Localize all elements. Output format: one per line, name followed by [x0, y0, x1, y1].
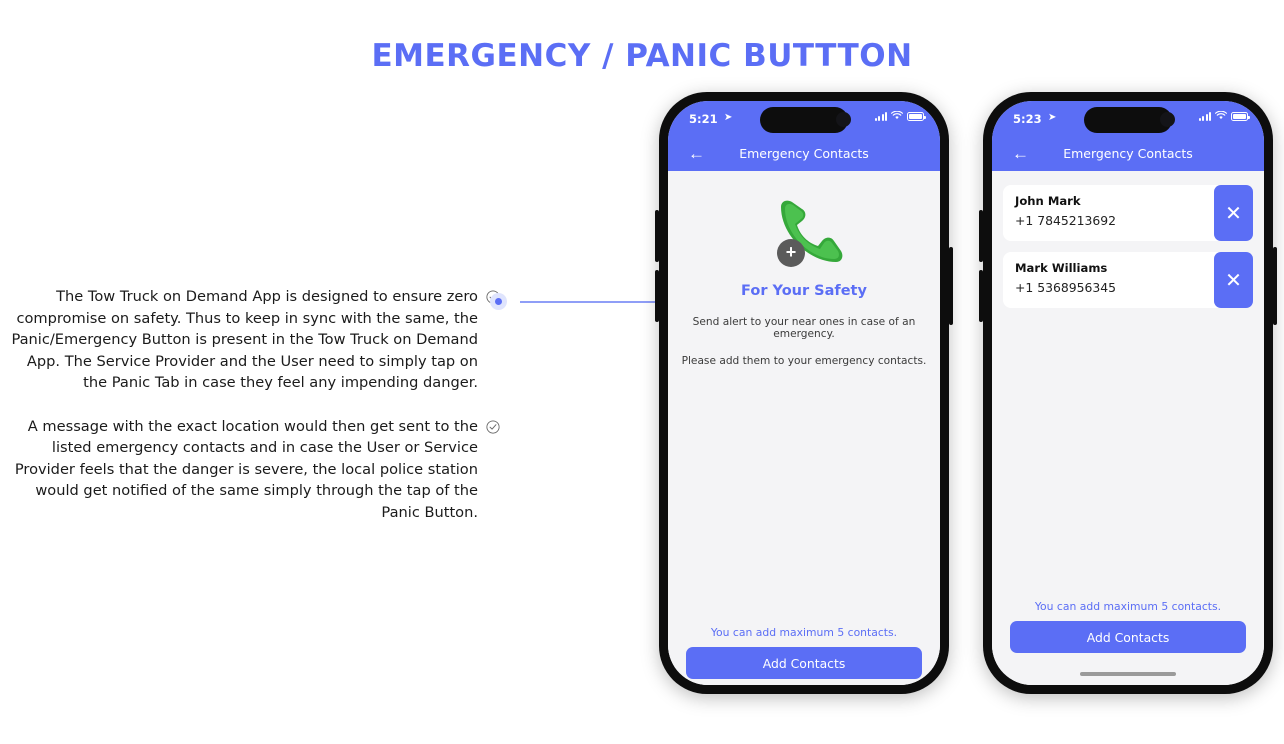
contact-phone: +1 5368956345: [1015, 280, 1117, 295]
app-bar-title: Emergency Contacts: [739, 146, 869, 161]
wifi-icon: [891, 111, 903, 122]
status-bar: [668, 101, 940, 141]
back-arrow-icon[interactable]: ←: [1012, 144, 1029, 163]
delete-contact-button[interactable]: ✕: [1214, 252, 1253, 308]
description-block: [0, 286, 500, 545]
location-arrow-icon: ➤: [1048, 112, 1057, 123]
status-indicators: [875, 111, 924, 122]
add-contact-plus-badge[interactable]: +: [777, 239, 805, 267]
description-text: A message with the exact location would then get sent to the listed emergency contacts and in case the User or Service Provider feels that the danger is severe, the local police station would get notified of the same simply through the tap of the Panic Button.: [14, 417, 478, 521]
phone-receiver-icon: [761, 197, 847, 269]
phone-screen: [992, 101, 1264, 685]
contact-name: Mark Williams: [1015, 261, 1108, 275]
safety-line-1: Send alert to your near ones in case of an emergency.: [692, 316, 916, 340]
dynamic-island: [1084, 107, 1172, 133]
signal-icon: [1199, 112, 1211, 121]
safety-heading: For Your Safety: [741, 283, 867, 299]
front-camera-icon: [836, 112, 851, 127]
volume-down-button[interactable]: [655, 270, 659, 322]
app-bar: [668, 141, 940, 171]
volume-up-button[interactable]: [655, 210, 659, 262]
app-bar-title: Emergency Contacts: [1063, 146, 1193, 161]
volume-down-button[interactable]: [979, 270, 983, 322]
max-contacts-note: You can add maximum 5 contacts.: [710, 626, 898, 639]
volume-up-button[interactable]: [979, 210, 983, 262]
location-arrow-icon: ➤: [724, 112, 733, 123]
screen-body: [992, 171, 1264, 685]
wifi-icon: [1215, 111, 1227, 122]
description-text: The Tow Truck on Demand App is designed to ensure zero compromise on safety. Thus to keep in sync with the same, the Panic/Emergency Button is present in the Tow Truck on Demand App. The Service Provider and the User need to simply tap on the Panic Tab in case they feel any impending danger.: [11, 288, 478, 391]
safety-line-2: Please add them to your emergency contacts.: [681, 355, 927, 367]
description-bullet: [0, 416, 500, 524]
back-arrow-icon[interactable]: ←: [688, 144, 705, 163]
list-item[interactable]: [1003, 185, 1253, 241]
description-bullet: [0, 286, 500, 394]
battery-icon: [907, 112, 924, 121]
battery-icon: [1231, 112, 1248, 121]
page-title: EMERGENCY / PANIC BUTTTON: [371, 38, 913, 74]
max-contacts-note: You can add maximum 5 contacts.: [1034, 600, 1222, 613]
connector-dot: [490, 293, 507, 310]
home-indicator[interactable]: [1080, 672, 1176, 676]
list-item[interactable]: [1003, 252, 1253, 308]
status-time: 5:21: [689, 112, 718, 126]
status-indicators: [1199, 111, 1248, 122]
emergency-contact-list: [992, 171, 1264, 308]
delete-contact-button[interactable]: ✕: [1214, 185, 1253, 241]
status-bar: [992, 101, 1264, 141]
power-button[interactable]: [1273, 247, 1277, 325]
signal-icon: [875, 112, 887, 121]
front-camera-icon: [1160, 112, 1175, 127]
screen-body: [668, 197, 940, 685]
dynamic-island: [760, 107, 848, 133]
check-circle-icon: [486, 420, 500, 434]
power-button[interactable]: [949, 247, 953, 325]
contact-name: John Mark: [1015, 194, 1081, 208]
phone-screen: [668, 101, 940, 685]
add-contacts-button[interactable]: Add Contacts: [1010, 621, 1246, 653]
phone-mockup-contact-list: [983, 92, 1273, 694]
add-contacts-button[interactable]: Add Contacts: [686, 647, 922, 679]
connector-line: [520, 301, 665, 303]
contact-card[interactable]: [1003, 252, 1220, 308]
contact-card[interactable]: [1003, 185, 1220, 241]
phone-mockup-empty-state: [659, 92, 949, 694]
app-bar: [992, 141, 1264, 171]
status-time: 5:23: [1013, 112, 1042, 126]
contact-phone: +1 7845213692: [1015, 213, 1117, 228]
